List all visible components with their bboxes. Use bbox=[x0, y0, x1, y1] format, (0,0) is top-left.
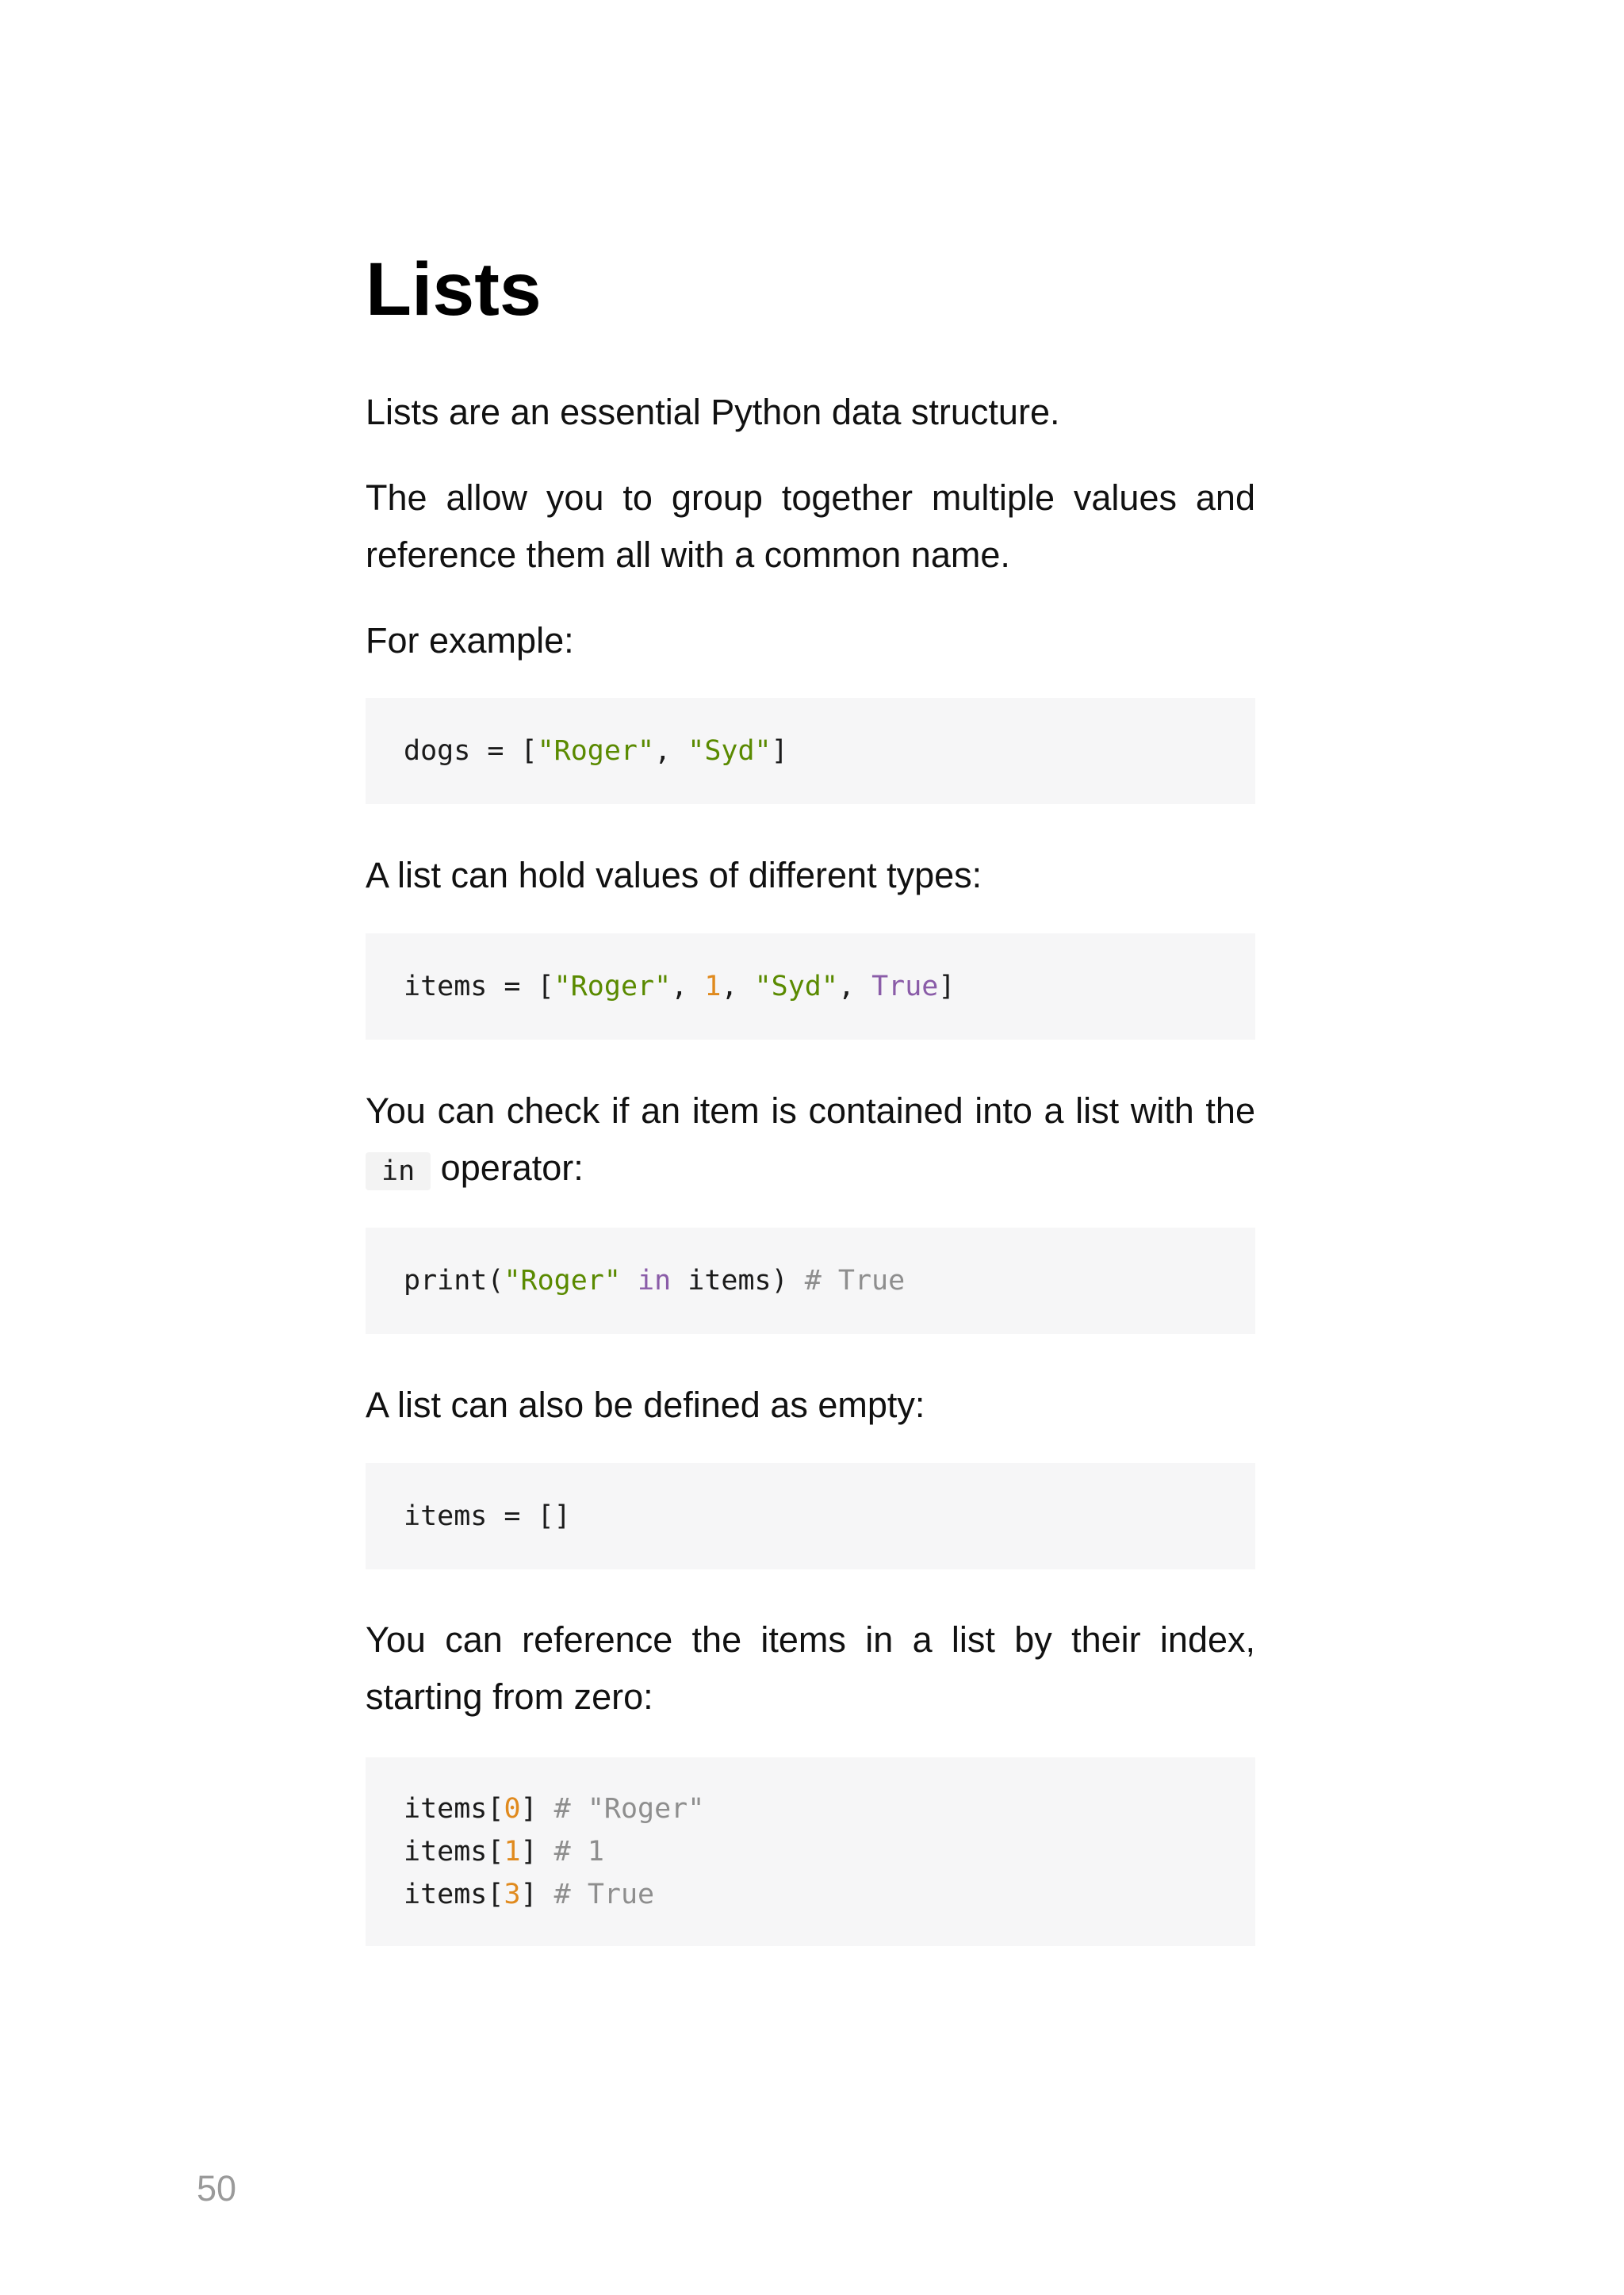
code-block-dogs bbox=[366, 698, 1255, 804]
paragraph-empty-list: A list can also be defined as empty: bbox=[366, 1385, 925, 1425]
paragraph-different-types: A list can hold values of different types: bbox=[366, 855, 982, 895]
code-line: items = ["Roger", 1, "Syd", True] bbox=[404, 971, 956, 1002]
paragraph-in-operator: You can check if an item is contained into a list with the in operator: bbox=[366, 1082, 1255, 1200]
code-line: items[3] # True bbox=[404, 1879, 655, 1910]
code-line: items[1] # 1 bbox=[404, 1836, 604, 1868]
code-line: items[0] # "Roger" bbox=[404, 1793, 705, 1825]
code-line: print("Roger" in items) # True bbox=[404, 1265, 906, 1297]
code-block-indexing bbox=[366, 1757, 1255, 1946]
code-line: dogs = ["Roger", "Syd"] bbox=[404, 735, 788, 767]
paragraph-for-example: For example: bbox=[366, 620, 574, 661]
code-line: items = [] bbox=[404, 1500, 571, 1532]
paragraph-intro: Lists are an essential Python data structure. bbox=[366, 392, 1060, 432]
inline-code-in: in bbox=[366, 1152, 431, 1190]
page-title: Lists bbox=[366, 247, 542, 331]
code-block-items bbox=[366, 933, 1255, 1040]
paragraph-description: The allow you to group together multiple values and reference them all with a common name. bbox=[366, 477, 1255, 575]
code-block-empty bbox=[366, 1463, 1255, 1569]
code-block-print bbox=[366, 1228, 1255, 1334]
paragraph-index: You can reference the items in a list by their index, starting from zero: bbox=[366, 1619, 1255, 1717]
page-number: 50 bbox=[197, 2168, 237, 2209]
